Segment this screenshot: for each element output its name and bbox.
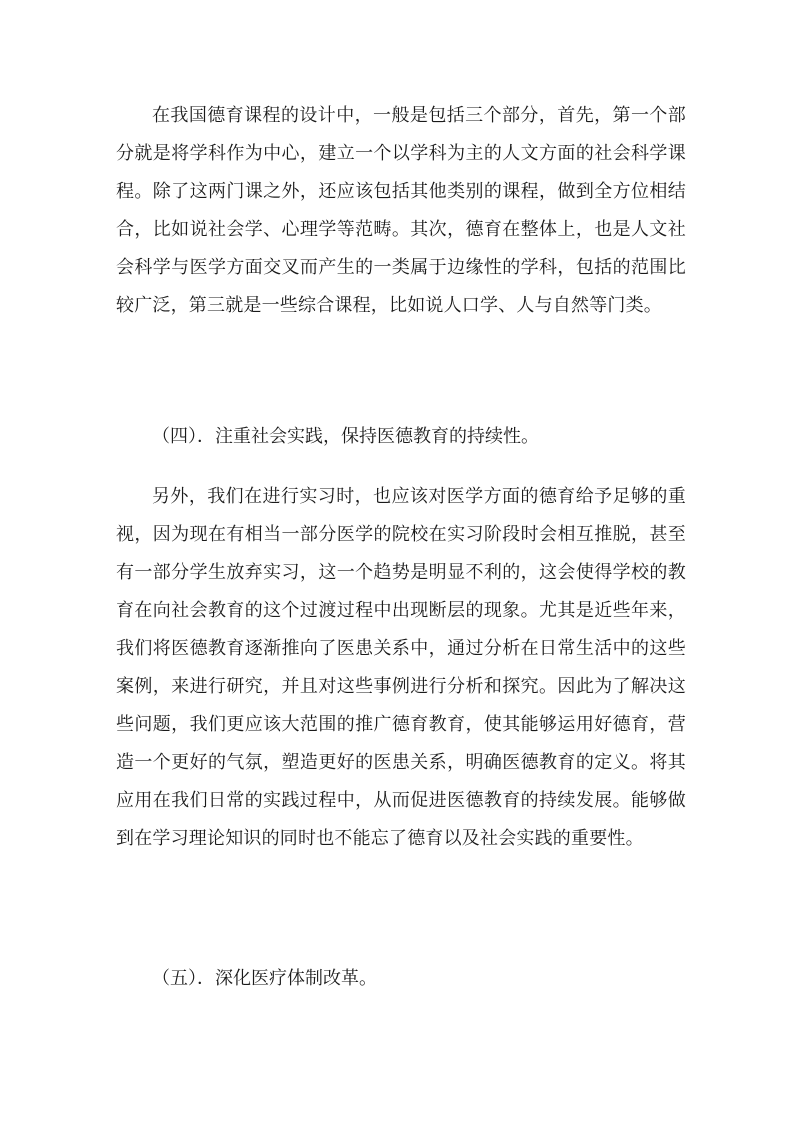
section-heading-4: （四）．注重社会实践，保持医德教育的持续性。 [152,426,539,447]
section-heading-5: （五）．深化医疗体制改革。 [152,968,377,989]
body-paragraph-1: 在我国德育课程的设计中，一般是包括三个部分，首先，第一个部分就是将学科作为中心，建立一个以学科为主的人文方面的社会科学课程。除了这两门课之外，还应该包括其他类别的课程，做到全方位相结合，比如说社会学、心理学等范畴。其次，德育在整体上，也是人文社会科学与医学方面交叉而产生的一类属于边缘性的学科，包括的范围比较广泛，第三就是一些综合课程，比如说人口学、人与自然等门类。 [116,105,686,316]
body-paragraph-2: 另外，我们在进行实习时，也应该对医学方面的德育给予足够的重视，因为现在有相当一部分医学的院校在实习阶段时会相互推脱，甚至有一部分学生放弃实习，这一个趋势是明显不利的，这会使得学校的教育在向社会教育的这个过渡过程中出现断层的现象。尤其是近些年来，我们将医德教育逐渐推向了医患关系中，通过分析在日常生活中的这些案例，来进行研究，并且对这些事例进行分析和探究。因此为了解决这些问题，我们更应该大范围的推广德育教育，使其能够运用好德育，营造一个更好的气氛，塑造更好的医患关系，明确医德教育的定义。将其应用在我们日常的实践过程中，从而促进医德教育的持续发展。能够做到在学习理论知识的同时也不能忘了德育以及社会实践的重要性。 [116,486,686,849]
